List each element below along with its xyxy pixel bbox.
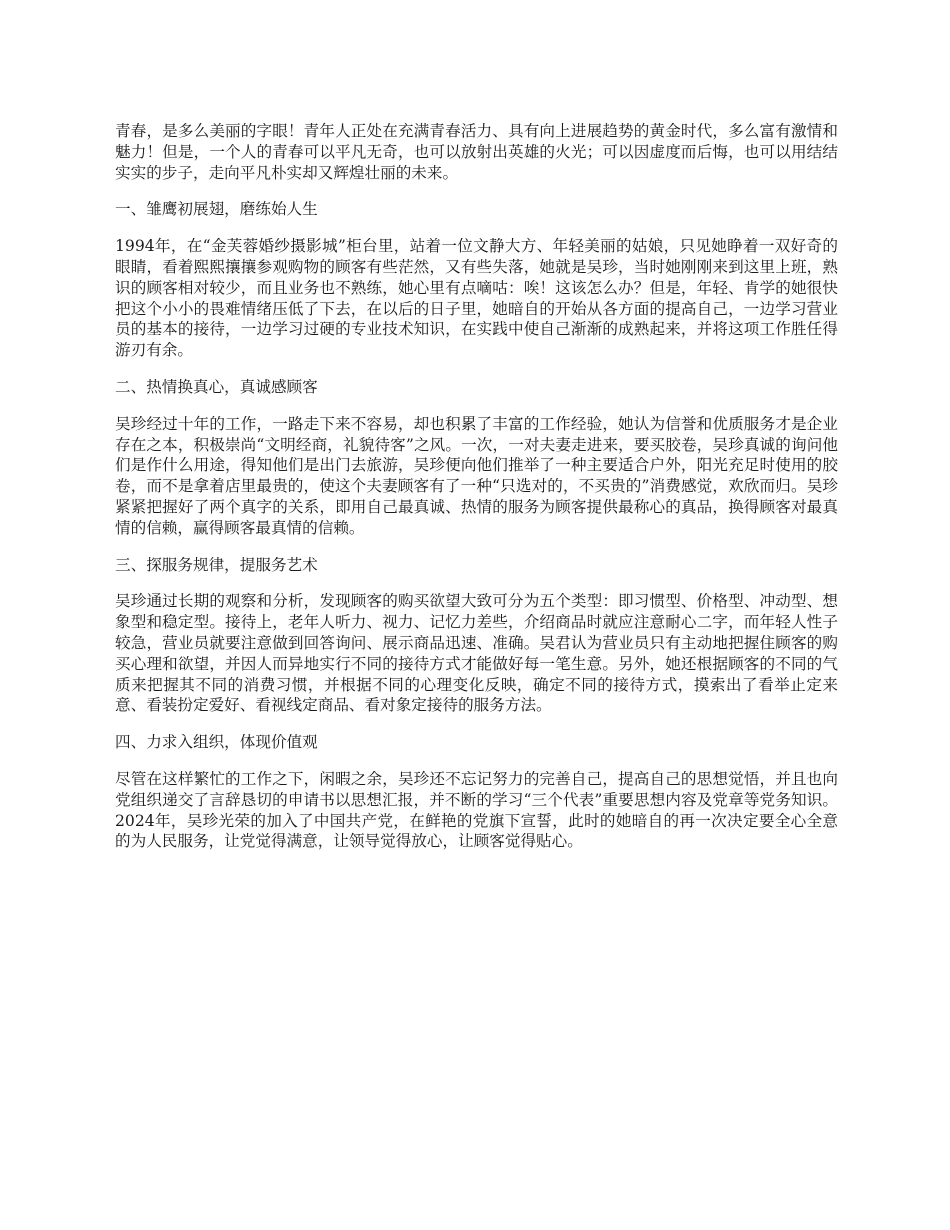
section-paragraph-2: 吴珍经过十年的工作，一路走下来不容易，却也积累了丰富的工作经验，她认为信誉和优质服务才是企业存在之本，积极崇尚“文明经商，礼貌待客”之风。一次，一对夫妻走进来，要买胶卷，吴珍真诚的询问他们是作什么用途，得知他们是出门去旅游，吴珍便向他们推举了一种主要适合户外，阳光充足时使用的胶卷，而不是拿着店里最贵的，使这个夫妻顾客有了一种“只选对的，不买贵的”消费感觉，欢欣而归。吴珍紧紧把握好了两个真字的关系，即用自己最真诚、热情的服务为顾客提供最称心的真品，换得顾客对最真情的信赖，赢得顾客最真情的信赖。 <box>115 414 838 537</box>
document-body <box>115 121 838 852</box>
intro-paragraph: 青春，是多么美丽的字眼！青年人正处在充满青春活力、具有向上进展趋势的黄金时代，多么富有激情和魅力！但是，一个人的青春可以平凡无奇，也可以放射出英雄的火光；可以因虚度而后悔，也可以用结结实实的步子，走向平凡朴实却又辉煌壮丽的未来。 <box>115 122 838 182</box>
section-heading-1: 一、雏鹰初展翅，磨练始人生 <box>115 200 318 219</box>
section-paragraph-1: 1994年，在“金芙蓉婚纱摄影城”柜台里，站着一位文静大方、年轻美丽的姑娘，只见她睁着一双好奇的眼睛，看着熙熙攘攘参观购物的顾客有些茫然，又有些失落，她就是吴珍，当时她刚刚来到这里上班，熟识的顾客相对较少，而且业务也不熟练，她心里有点嘀咕：唉！这该怎么办？但是，年轻、肯学的她很快把这个小小的畏难情绪压低了下去，在以后的日子里，她暗自的开始从各方面的提高自己，一边学习营业员的基本的接待，一边学习过硬的专业技术知识，在实践中使自己渐渐的成熟起来，并将这项工作胜任得游刃有余。 <box>115 237 838 360</box>
section-paragraph-4: 尽管在这样繁忙的工作之下，闲暇之余，吴珍还不忘记努力的完善自己，提高自己的思想觉悟，并且也向党组织递交了言辞恳切的申请书以思想汇报，并不断的学习“三个代表”重要思想内容及党章等党务知识。2024年，吴珍光荣的加入了中国共产党，在鲜艳的党旗下宣誓，此时的她暗自的再一次决定要全心全意的为人民服务，让党觉得满意，让领导觉得放心，让顾客觉得贴心。 <box>115 769 838 851</box>
section-heading-2: 二、热情换真心，真诚感顾客 <box>115 377 318 396</box>
section-paragraph-3: 吴珍通过长期的观察和分析，发现顾客的购买欲望大致可分为五个类型：即习惯型、价格型、冲动型、想象型和稳定型。接待上，老年人听力、视力、记忆力差些，介绍商品时就应注意耐心二字，而年轻人性子较急，营业员就要注意做到回答询问、展示商品迅速、准确。吴君认为营业员只有主动地把握住顾客的购买心理和欲望，并因人而异地实行不同的接待方式才能做好每一笔生意。另外，她还根据顾客的不同的气质来把握其不同的消费习惯，并根据不同的心理变化反映，确定不同的接待方式，摸索出了看举止定来意、看装扮定爱好、看视线定商品、看对象定接待的服务方法。 <box>115 592 838 715</box>
section-heading-4: 四、力求入组织，体现价值观 <box>115 733 318 752</box>
section-heading-3: 三、探服务规律，提服务艺术 <box>115 555 318 574</box>
